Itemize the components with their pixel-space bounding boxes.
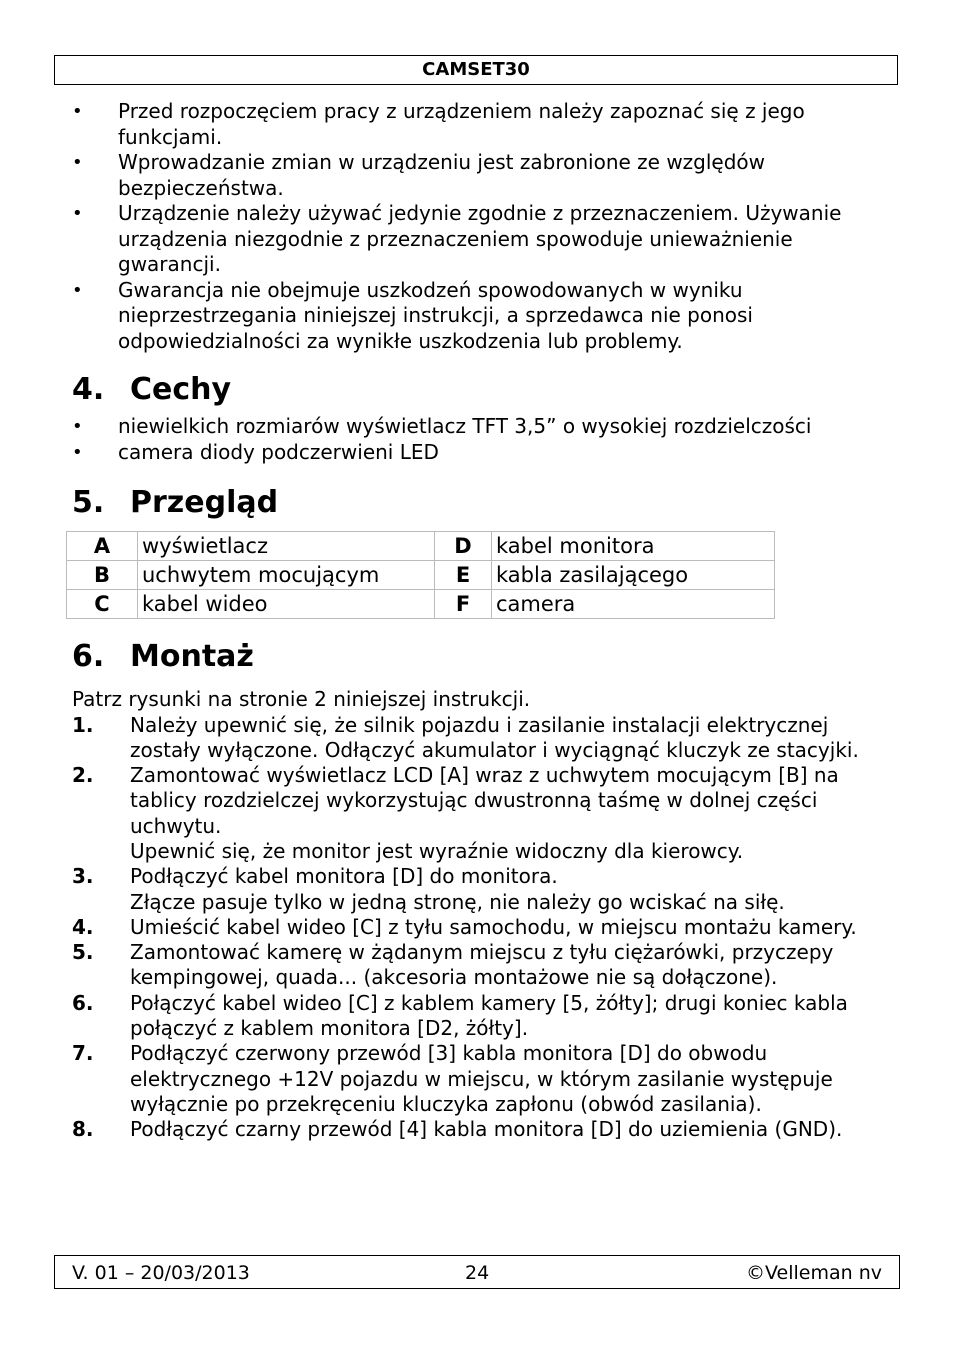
- step-number: 6.: [72, 990, 94, 1015]
- table-cell-value: wyświetlacz: [138, 532, 435, 561]
- table-cell-key: E: [435, 561, 492, 590]
- features-bullet-list: [72, 414, 892, 465]
- table-cell-value: kabel wideo: [138, 590, 435, 619]
- list-item: [72, 915, 892, 940]
- section-number: 6.: [72, 639, 105, 674]
- step-text: Umieścić kabel wideo [C] z tyłu samochodu, w miejscu montażu kamery.: [130, 914, 857, 939]
- step-number: 3.: [72, 864, 94, 889]
- list-item: [72, 763, 892, 864]
- list-item: [72, 1117, 892, 1142]
- section-heading-overview: [72, 483, 892, 523]
- list-item: [72, 940, 892, 991]
- list-item: • Przed rozpoczęciem pracy z urządzeniem należy zapoznać się z jego funkcjami.: [72, 99, 892, 150]
- section-heading-mounting: [72, 637, 892, 677]
- page-footer: [54, 1255, 900, 1289]
- section-number: 5.: [72, 485, 105, 520]
- footer-version: V. 01 – 20/03/2013: [72, 1262, 250, 1284]
- step-number: 7.: [72, 1041, 94, 1066]
- list-item: • niewielkich rozmiarów wyświetlacz TFT 3,5” o wysokiej rozdzielczości: [72, 414, 892, 440]
- mounting-intro: Patrz rysunki na stronie 2 niniejszej instrukcji.: [72, 687, 531, 711]
- list-item: • Wprowadzanie zmian w urządzeniu jest zabronione ze względów bezpieczeństwa.: [72, 150, 892, 201]
- list-item: [72, 864, 892, 915]
- table-cell-key: A: [67, 532, 138, 561]
- step-text: Zamontować kamerę w żądanym miejscu z tyłu ciężarówki, przyczepy kempingowej, quada... (akcesoria montażowe nie są dołączone).: [130, 940, 834, 990]
- list-item: • Urządzenie należy używać jedynie zgodnie z przeznaczeniem. Używanie urządzenia niezgodnie z przeznaczeniem spowoduje unieważnienie gwarancji.: [72, 201, 892, 278]
- table-cell-key: D: [435, 532, 492, 561]
- table-cell-value: uchwytem mocującym: [138, 561, 435, 590]
- list-item: [72, 713, 892, 764]
- section-title: Cechy: [130, 372, 232, 407]
- mounting-steps: [72, 713, 892, 1143]
- step-text: Należy upewnić się, że silnik pojazdu i zasilanie instalacji elektrycznej zostały wyłączone. Odłączyć akumulator i wyciągnąć kluczyk ze stacyjki.: [130, 712, 859, 762]
- list-item: [72, 991, 892, 1042]
- table-cell-key: F: [435, 590, 492, 619]
- step-number: 5.: [72, 940, 94, 965]
- step-number: 1.: [72, 712, 94, 737]
- step-text: Podłączyć czerwony przewód [3] kabla monitora [D] do obwodu elektrycznego +12V pojazdu w miejscu, w którym zasilanie występuje wyłącznie po przekręceniu kluczyka zapłonu (obwód zasilania).: [130, 1041, 833, 1116]
- section-title: Przegląd: [130, 485, 279, 520]
- step-text: Podłączyć czarny przewód [4] kabla monitora [D] do uziemienia (GND).: [130, 1117, 843, 1142]
- table-row: [67, 561, 775, 590]
- step-number: 2.: [72, 763, 94, 788]
- safety-bullet-list: [72, 99, 892, 354]
- step-number: 8.: [72, 1117, 94, 1142]
- table-cell-value: kabla zasilającego: [492, 561, 775, 590]
- table-cell-value: kabel monitora: [492, 532, 775, 561]
- table-cell-key: B: [67, 561, 138, 590]
- overview-table: [66, 531, 775, 619]
- section-heading-features: [72, 370, 892, 410]
- table-row: [67, 590, 775, 619]
- section-number: 4.: [72, 372, 105, 407]
- table-row: [67, 532, 775, 561]
- footer-page-number: 24: [465, 1262, 490, 1284]
- section-title: Montaż: [130, 639, 254, 674]
- step-text: Połączyć kabel wideo [C] z kablem kamery [5, żółty]; drugi koniec kabla połączyć z kablem monitora [D2, żółty].: [130, 990, 848, 1041]
- step-text: Podłączyć kabel monitora [D] do monitora.: [130, 864, 558, 889]
- table-cell-key: C: [67, 590, 138, 619]
- step-note: Złącze pasuje tylko w jedną stronę, nie należy go wciskać na siłę.: [130, 889, 785, 914]
- page-content: [72, 99, 892, 1143]
- list-item: • Gwarancja nie obejmuje uszkodzeń spowodowanych w wyniku nieprzestrzegania niniejszej instrukcji, a sprzedawca nie ponosi odpowiedzialności za wynikłe uszkodzenia lub problemy.: [72, 278, 892, 355]
- page-header: [54, 55, 898, 85]
- step-text: Zamontować wyświetlacz LCD [A] wraz z uchwytem mocującym [B] na tablicy rozdzielczej wykorzystując dwustronną taśmę w dolnej części uchwytu.: [130, 763, 839, 838]
- footer-copyright: ©Velleman nv: [746, 1262, 882, 1284]
- table-cell-value: camera: [492, 590, 775, 619]
- list-item: [72, 1041, 892, 1117]
- step-note: Upewnić się, że monitor jest wyraźnie widoczny dla kierowcy.: [130, 838, 744, 863]
- step-number: 4.: [72, 914, 94, 939]
- list-item: • camera diody podczerwieni LED: [72, 440, 892, 466]
- header-title: CAMSET30: [422, 59, 530, 80]
